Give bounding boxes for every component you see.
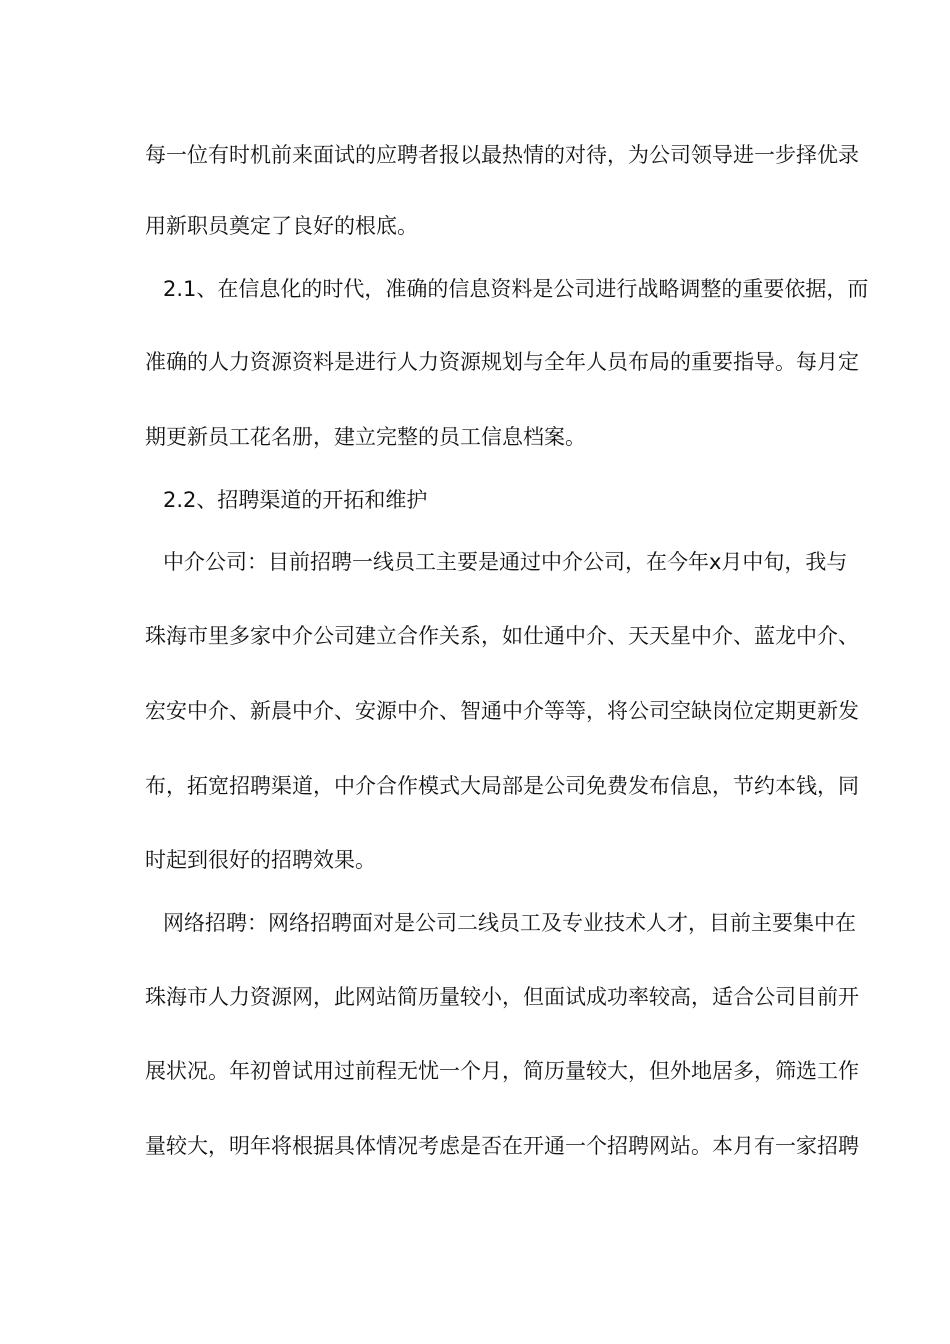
online-paragraph-line-4: 量较大，明年将根据具体情况考虑是否在开通一个招聘网站。本月有一家招聘: [145, 1134, 859, 1158]
section-2-1-line-2: 准确的人力资源资料是进行人力资源规划与全年人员布局的重要指导。每月定: [145, 350, 859, 374]
online-paragraph-line-2: 珠海市人力资源网，此网站简历量较小，但面试成功率较高，适合公司目前开: [145, 985, 859, 1009]
paragraph-line-2: 用新职员奠定了良好的根底。: [145, 214, 418, 238]
section-2-2-heading: 2.2、招聘渠道的开拓和维护: [163, 488, 428, 512]
agency-paragraph-line-1: 中介公司：目前招聘一线员工主要是通过中介公司，在今年x月中旬，我与: [163, 550, 848, 574]
agency-paragraph-line-2: 珠海市里多家中介公司建立合作关系，如仕通中介、天天星中介、蓝龙中介、: [145, 624, 859, 648]
online-paragraph-line-3: 展状况。年初曾试用过前程无忧一个月，简历量较大，但外地居多，筛选工作: [145, 1059, 859, 1083]
agency-paragraph-line-3: 宏安中介、新晨中介、安源中介、智通中介等等，将公司空缺岗位定期更新发: [145, 699, 859, 723]
agency-paragraph-line-4: 布，拓宽招聘渠道，中介合作模式大局部是公司免费发布信息，节约本钱，同: [145, 774, 859, 798]
section-2-1-line-1: 2.1、在信息化的时代，准确的信息资料是公司进行战略调整的重要依据，而: [163, 277, 869, 301]
section-2-1-line-3: 期更新员工花名册，建立完整的员工信息档案。: [145, 425, 586, 449]
paragraph-line-1: 每一位有时机前来面试的应聘者报以最热情的对待，为公司领导进一步择优录: [145, 143, 859, 167]
agency-paragraph-line-5: 时起到很好的招聘效果。: [145, 848, 376, 872]
online-paragraph-line-1: 网络招聘：网络招聘面对是公司二线员工及专业技术人才，目前主要集中在: [163, 911, 856, 935]
